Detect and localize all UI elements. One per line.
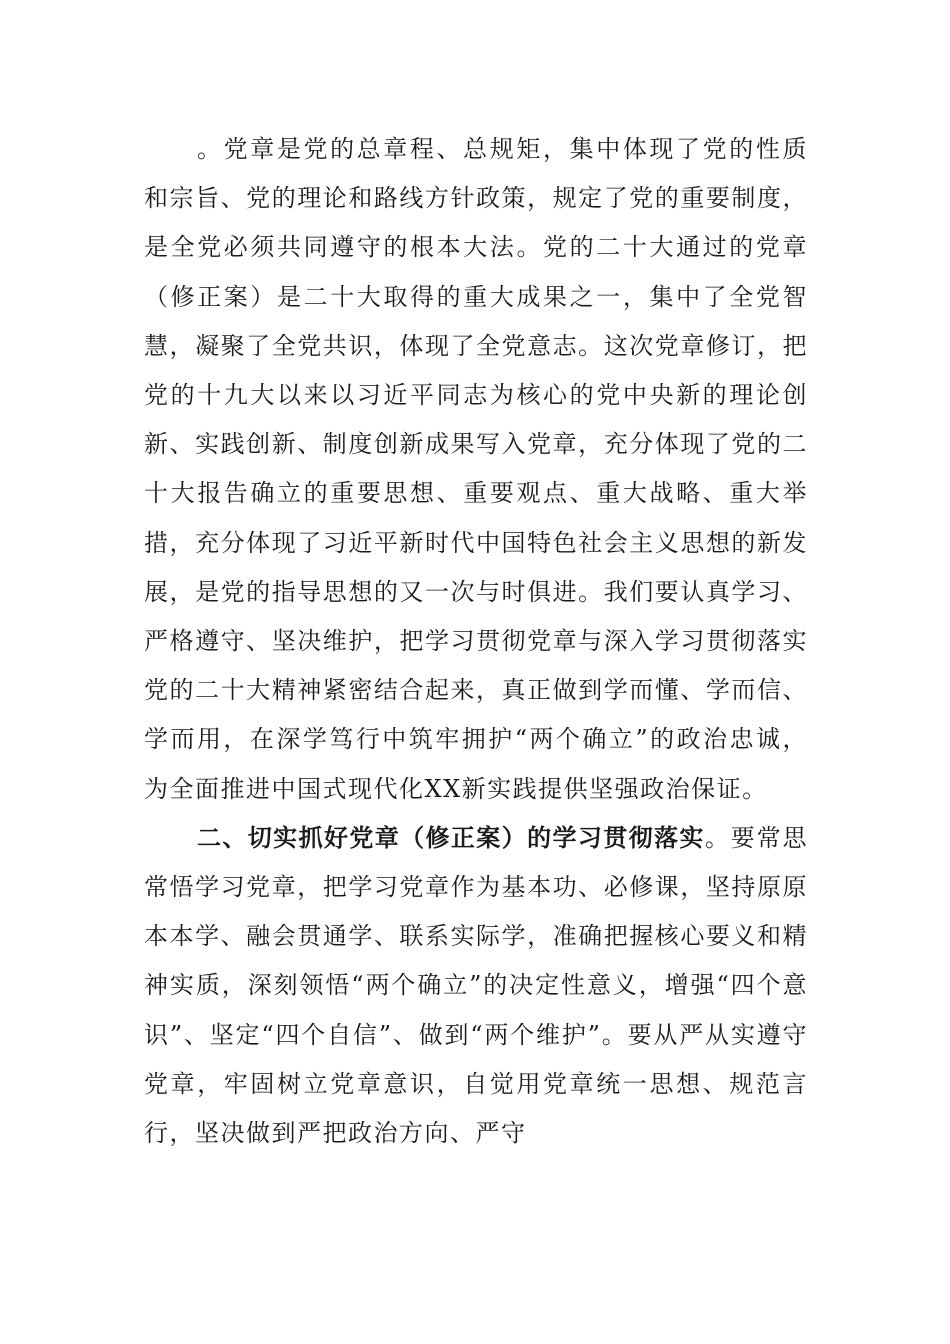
section-heading: 二、切实抓好党章（修正案）的学习贯彻落实 [197,823,705,852]
document-body [144,125,808,1158]
paragraph-2 [144,814,808,1158]
section-text: 。要常思常悟学习党章，把学习党章作为基本功、必修课，坚持原原本本学、融会贯通学、联系实际学，准确把握核心要义和精神实质，深刻领悟“两个确立”的决定性意义，增强“四个意识”、坚定“四个自信”、做到“两个维护”。要从严从实遵守党章，牢固树立党章意识，自觉用党章统一思想、规范言行，坚决做到严把政治方向、严守 [144,823,809,1148]
paragraph-1: 。党章是党的总章程、总规矩，集中体现了党的性质和宗旨、党的理论和路线方针政策，规定了党的重要制度，是全党必须共同遵守的根本大法。党的二十大通过的党章（修正案）是二十大取得的重大成果之一，集中了全党智慧，凝聚了全党共识，体现了全党意志。这次党章修订，把党的十九大以来以习近平同志为核心的党中央新的理论创新、实践创新、制度创新成果写入党章，充分体现了党的二十大报告确立的重要思想、重要观点、重大战略、重大举措，充分体现了习近平新时代中国特色社会主义思想的新发展，是党的指导思想的又一次与时俱进。我们要认真学习、严格遵守、坚决维护，把学习贯彻党章与深入学习贯彻落实党的二十大精神紧密结合起来，真正做到学而懂、学而信、学而用，在深学笃行中筑牢拥护“两个确立”的政治忠诚，为全面推进中国式现代化XX新实践提供坚强政治保证。 [144,135,808,803]
